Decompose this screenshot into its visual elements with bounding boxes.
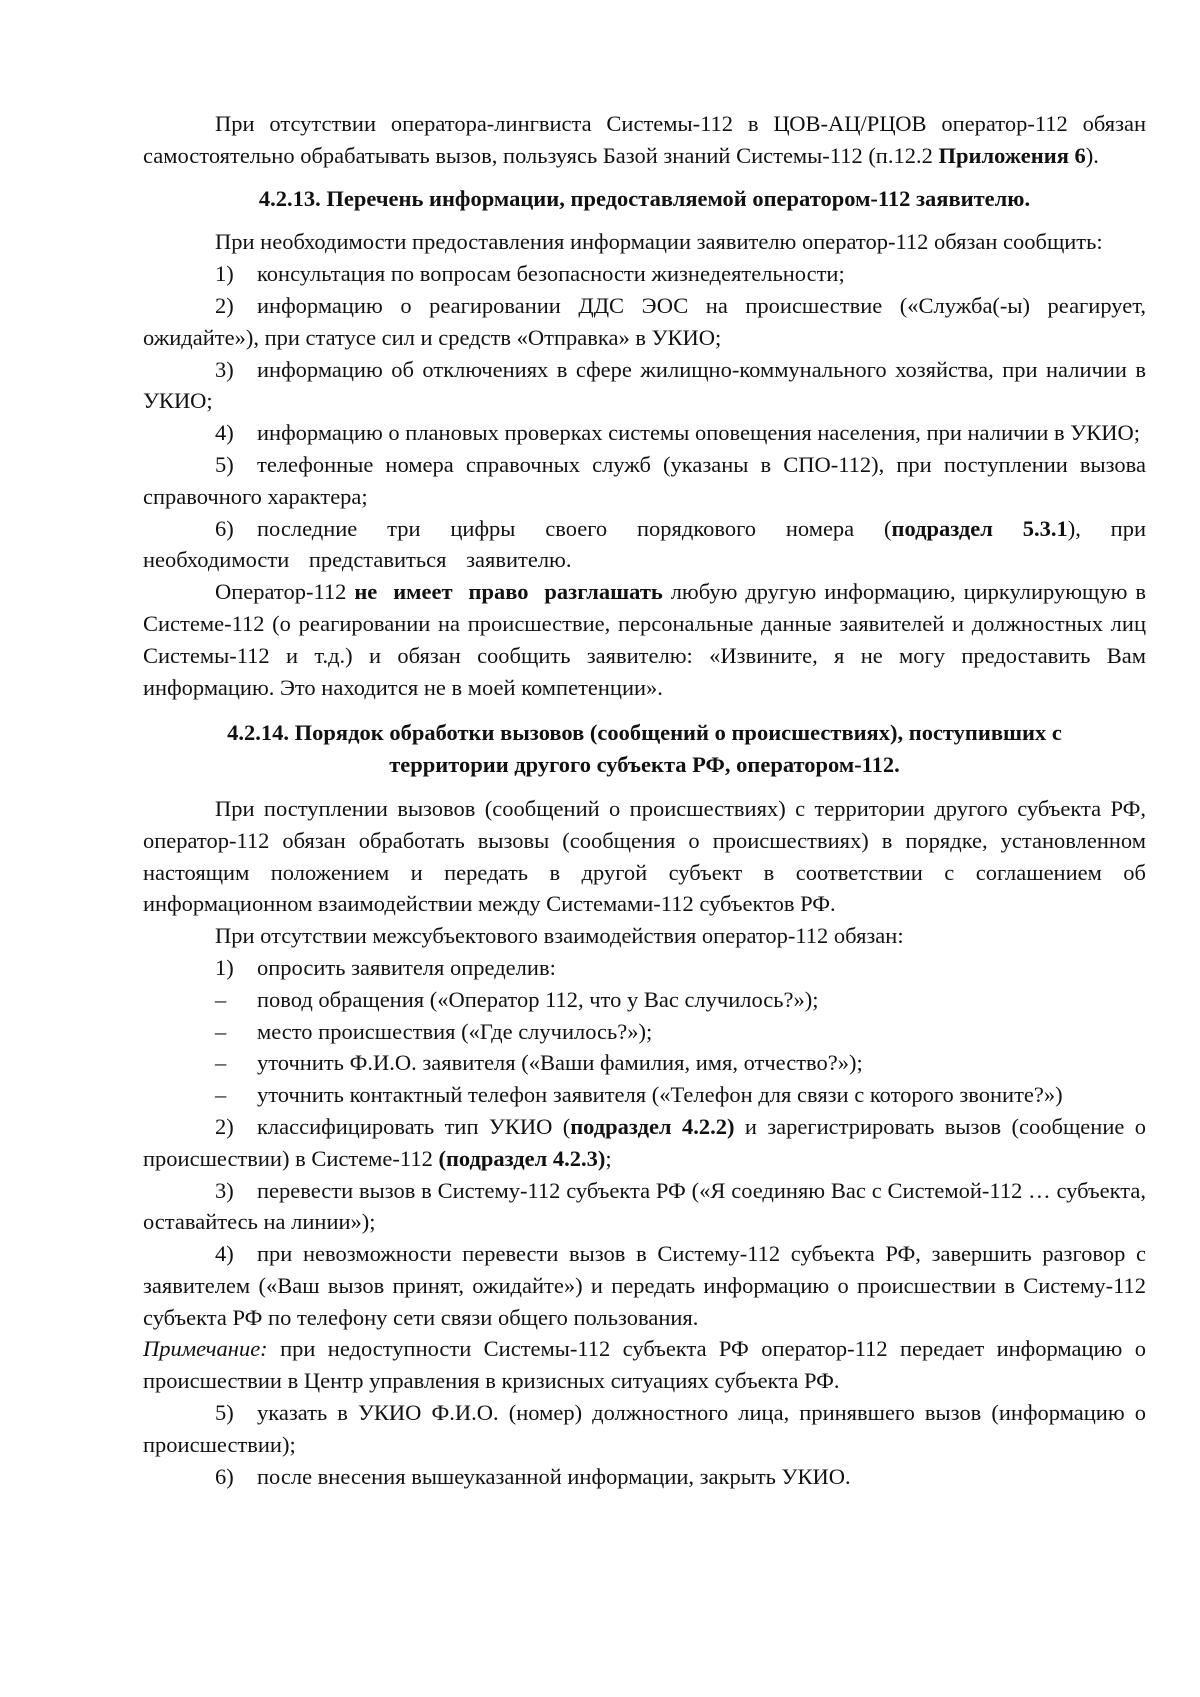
list-text: опросить заявителя определив: xyxy=(257,954,556,980)
list-item xyxy=(143,449,1146,513)
dash-text: уточнить контактный телефон заявителя («Телефон для связи с которого звоните?») xyxy=(257,1082,1063,1108)
dash-text: уточнить Ф.И.О. заявителя («Ваши фамилия, имя, отчество?»); xyxy=(257,1050,863,1076)
list-number: 2) xyxy=(215,292,234,318)
intro-text: При отсутствии оператора-лингвиста Системы-112 в ЦОВ-АЦ/РЦОВ оператор-112 обязан самостоятельно обрабатывать вызов, пользуясь Базой знаний Системы-112 (п.12.2 xyxy=(143,111,1146,168)
heading-line-1: 4.2.14. Порядок обработки вызовов (сообщений о происшествиях), поступивших с xyxy=(227,720,1062,746)
list-item xyxy=(143,952,1146,984)
list-text: информацию о реагировании ДДС ЭОС на происшествие («Служба(-ы) реагирует, ожидайте»), при статусе сил и средств «Отправка» в УКИО; xyxy=(143,292,1146,350)
list-number: 3) xyxy=(215,356,234,382)
dash-bullet: – xyxy=(215,1050,227,1076)
dash-text: повод обращения («Оператор 112, что у Вас случилось?»); xyxy=(257,986,819,1012)
body-paragraph: При отсутствии межсубъектового взаимодействия оператор-112 обязан: xyxy=(215,923,904,949)
list-item xyxy=(143,417,1146,449)
list-text: классифицировать тип УКИО ( xyxy=(257,1113,571,1139)
dash-bullet: – xyxy=(215,1082,227,1108)
restriction-text: Оператор-112 xyxy=(215,579,355,605)
dash-bullet: – xyxy=(215,1018,227,1044)
list-text: телефонные номера справочных служб (указаны в СПО-112), при поступлении вызова справочного характера; xyxy=(143,451,1146,509)
list-number: 1) xyxy=(215,954,234,980)
list-item xyxy=(143,354,1146,418)
section-heading-4-2-14 xyxy=(143,717,1146,781)
list-item xyxy=(143,1238,1146,1333)
restriction-text-end: любую другую информацию, циркулирующую в Системе-112 (о реагировании на происшествие, персональные данные заявителей и должностных лиц Системы-112 и т.д.) и обязан сообщить заявителю: «Извините, я не могу предоставить Вам информацию. Это находится не в моей компетенции». xyxy=(143,579,1147,700)
body-paragraph: При поступлении вызовов (сообщений о происшествиях) с территории другого субъекта РФ, оператор-112 обязан обработать вызовы (сообщения о происшествиях) в порядке, установленном настоящим положением и передать в другой субъект в соответствии с соглашением об информационном взаимодействии между Системами-112 субъектов РФ. xyxy=(143,795,1146,917)
heading-line-2: территории другого субъекта РФ, оператором-112. xyxy=(389,752,900,778)
restriction-emphasis: не имеет право разглашать xyxy=(354,579,663,605)
list-text: информацию об отключениях в сфере жилищно-коммунального хозяйства, при наличии в УКИО; xyxy=(143,356,1146,414)
subsection-reference: подраздел 4.2.2) xyxy=(570,1113,735,1139)
note-text: при недоступности Системы-112 субъекта РФ оператор-112 передает информацию о происшествии в Центр управления в кризисных ситуациях субъекта РФ. xyxy=(143,1336,1146,1394)
list-number: 5) xyxy=(215,1400,234,1426)
list-number: 6) xyxy=(215,515,234,541)
list-text: перевести вызов в Систему-112 субъекта РФ («Я соединяю Вас с Системой-112 … субъекта, оставайтесь на линии»); xyxy=(143,1177,1146,1235)
section-lead-paragraph: При необходимости предоставления информации заявителю оператор-112 обязан сообщить: xyxy=(215,229,1103,255)
list-item xyxy=(143,513,1146,577)
list-text: консультация по вопросам безопасности жизнедеятельности; xyxy=(257,261,845,287)
list-item xyxy=(143,1111,1146,1175)
dash-text: место происшествия («Где случилось?»); xyxy=(257,1018,653,1044)
list-text-end: ; xyxy=(605,1145,612,1171)
section-heading-4-2-13: 4.2.13. Перечень информации, предоставляемой оператором-112 заявителю. xyxy=(258,185,1031,211)
list-text: последние три цифры своего порядкового номера ( xyxy=(257,515,892,541)
intro-text-end: ). xyxy=(1085,142,1099,168)
list-number: 3) xyxy=(215,1177,234,1203)
subsection-reference: (подраздел 4.2.3) xyxy=(438,1145,606,1171)
list-item xyxy=(143,258,1146,290)
dash-bullet: – xyxy=(215,986,227,1012)
dash-list-item xyxy=(143,984,1146,1016)
document-page xyxy=(143,108,1146,1492)
list-number: 6) xyxy=(215,1463,234,1489)
dash-list-item xyxy=(143,1047,1146,1079)
list-number: 1) xyxy=(215,261,234,287)
list-item xyxy=(143,1397,1146,1461)
list-item xyxy=(143,1461,1146,1493)
restriction-paragraph xyxy=(143,576,1146,703)
list-item xyxy=(143,290,1146,354)
list-number: 5) xyxy=(215,451,234,477)
note-paragraph xyxy=(143,1333,1146,1397)
intro-paragraph xyxy=(143,108,1146,172)
list-text: информацию о плановых проверках системы оповещения населения, при наличии в УКИО; xyxy=(257,420,1140,446)
list-text: указать в УКИО Ф.И.О. (номер) должностного лица, принявшего вызов (информацию о происшествии); xyxy=(143,1400,1146,1457)
list-text: после внесения вышеуказанной информации, закрыть УКИО. xyxy=(257,1463,851,1489)
dash-list-item xyxy=(143,1079,1146,1111)
dash-list-item xyxy=(143,1016,1146,1048)
list-number: 4) xyxy=(215,1241,234,1267)
note-label: Примечание: xyxy=(143,1336,268,1362)
list-text: при невозможности перевести вызов в Систему-112 субъекта РФ, завершить разговор с заявителем («Ваш вызов принят, ожидайте») и передать информацию о происшествии в Систему-112 субъекта РФ по телефону сети связи общего пользования. xyxy=(143,1241,1146,1330)
list-number: 4) xyxy=(215,420,234,446)
list-text-end: ), при необходимости представиться заявителю. xyxy=(143,515,1147,573)
list-text: и зарегистрировать вызов (сообщение о происшествии) в Системе-112 xyxy=(143,1113,1146,1171)
subsection-reference: подраздел 5.3.1 xyxy=(891,515,1068,541)
appendix-reference: Приложения 6 xyxy=(938,142,1086,168)
list-item xyxy=(143,1175,1146,1239)
list-number: 2) xyxy=(215,1113,234,1139)
